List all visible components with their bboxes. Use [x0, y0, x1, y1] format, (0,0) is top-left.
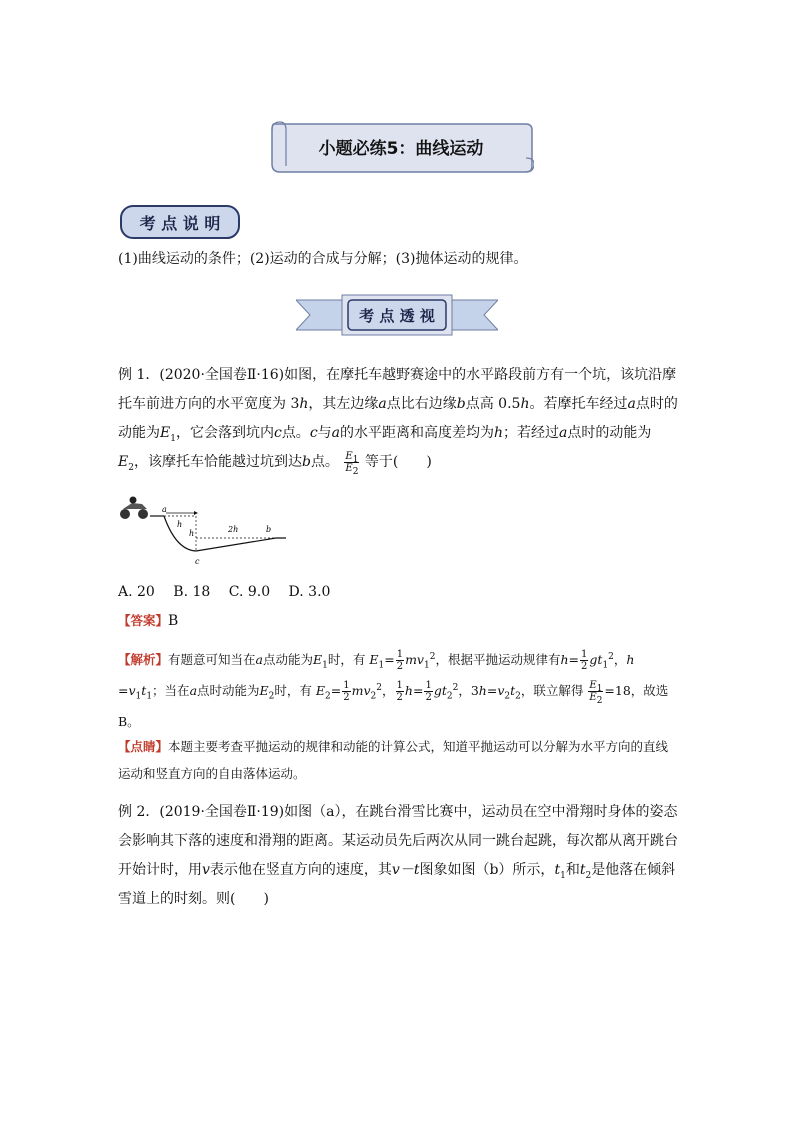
badge-label: 考 点 说 明 [139, 214, 221, 233]
label-h-horizontal: h [177, 520, 183, 529]
example-1-comment: 【点睛】本题主要考查平抛运动的规律和动能的计算公式，知道平抛运动可以分解为水平方向的直线运动和竖直方向的自由落体运动。 [118, 739, 669, 781]
example-1-text: 例 1．(2020·全国卷Ⅱ·16)如图，在摩托车越野赛途中的水平路段前方有一个坑，该坑沿摩托车前进方向的水平宽度为 3h，其左边缘a点比右边缘b点高 0.5h。若摩托车经过a点时的动能为$E_1$，它会落到坑内c点。c与a的水平距离和高度差均为h；若经过a点时的动能为 $E_2$，该摩托车恰能越过坑到达b点。 $\frac{E_1}{E_2}$ 等于( ) [118, 367, 678, 477]
pit-diagram [118, 494, 290, 570]
title-banner [268, 118, 534, 178]
example-1-answer: 【答案】B [118, 613, 179, 629]
fraction-e1-e2: $\frac{E_1}{E_2}$ [345, 450, 359, 477]
label-2h: 2h [228, 525, 239, 534]
label-c: c [195, 557, 200, 566]
label-h-vertical: h [189, 529, 195, 538]
section-badge-explain [120, 205, 240, 239]
section-badge-perspective [296, 294, 498, 336]
motorcycle-figure [118, 494, 290, 570]
motorcycle-icon [120, 497, 148, 520]
badge-label: 考 点 透 视 [359, 307, 435, 325]
example-1-analysis: 【解析】有题意可知当在a点动能为$E_1$时，有 $E_1=$ $\frac{1}{2}$ $mv_1^2$，根据平抛运动规律有h= $\frac{1}{2}$ $gt_1^2$，h $=v_1t_1$；当在a点时动能为$E_2$时，有 $E_2=$ $\frac{1}{2}$ $mv_2^2$， $\frac{1}{2}$ h= $\frac{1}{2}$ $gt_2^2$，$3h=v_2t_2$，联立解得 $\frac{E_1}{E_2}$ =18，故选B。 [118, 649, 669, 729]
example-1-options: A. 20 B. 18 C. 9.0 D. 3.0 [118, 584, 331, 600]
key-points: (1)曲线运动的条件；(2)运动的合成与分解；(3)抛体运动的规律。 [118, 251, 528, 267]
example-2-text: 例 2．(2019·全国卷Ⅱ·19)如图（a），在跳台滑雪比赛中，运动员在空中滑翔时身体的姿态会影响其下落的速度和滑翔的距离。某运动员先后两次从同一跳台起跳，每次都从离开跳台开始计时，用v表示他在竖直方向的速度，其v－t图象如图（b）所示，$t_1$和$t_2$是他落在倾斜雪道上的时刻。则( ) [118, 804, 678, 907]
label-a: a [162, 505, 167, 514]
label-b: b [266, 525, 272, 534]
page-title: 小题必练5：曲线运动 [318, 139, 484, 159]
